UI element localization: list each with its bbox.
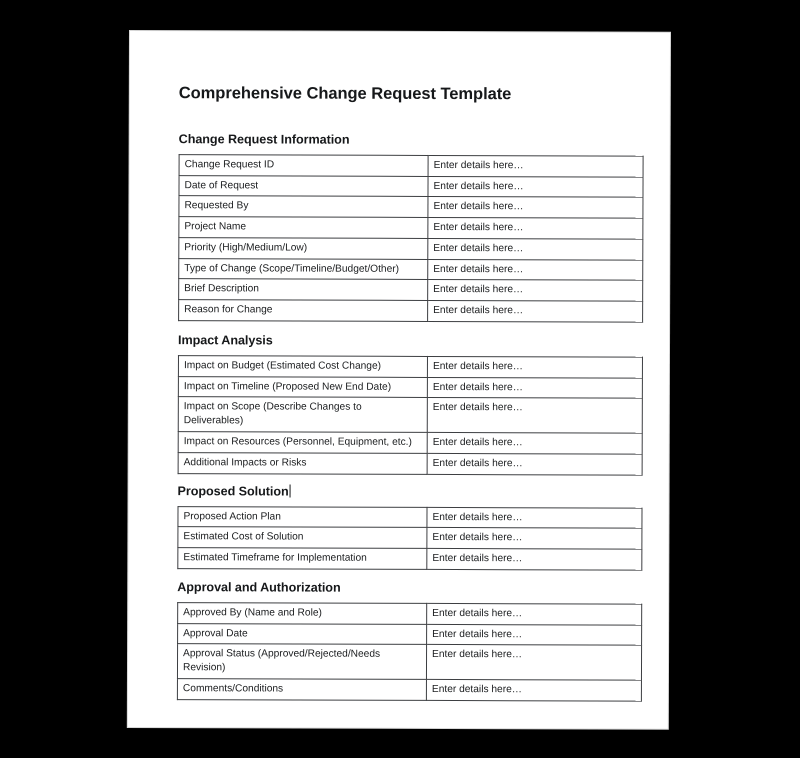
table-row — [178, 432, 642, 454]
row-value[interactable]: Enter details here… — [428, 197, 643, 218]
table-row — [177, 679, 641, 701]
document-body — [177, 31, 625, 701]
table-row — [179, 300, 643, 322]
row-value[interactable]: Enter details here… — [427, 624, 642, 645]
row-value[interactable]: Enter details here… — [427, 398, 642, 433]
row-value[interactable]: Enter details here… — [427, 377, 642, 398]
row-value[interactable]: Enter details here… — [427, 356, 642, 377]
table-row — [177, 644, 641, 680]
table-change-request-information — [178, 154, 644, 323]
row-value[interactable]: Enter details here… — [428, 280, 643, 301]
row-value[interactable]: Enter details here… — [427, 603, 642, 624]
section-approval-and-authorization — [177, 569, 623, 701]
row-label: Project Name — [179, 217, 428, 239]
row-label: Impact on Timeline (Proposed New End Date) — [178, 376, 427, 398]
row-label: Comments/Conditions — [177, 679, 426, 701]
table-row — [179, 154, 643, 176]
row-value[interactable]: Enter details here… — [427, 432, 642, 453]
section-heading-approval-and-authorization: Approval and Authorization — [177, 579, 341, 595]
table-row — [179, 279, 643, 301]
table-row — [179, 217, 643, 239]
table-row — [178, 506, 642, 528]
row-label: Impact on Scope (Describe Changes to Deliverables) — [178, 397, 427, 432]
table-impact-analysis — [178, 355, 643, 475]
row-label: Requested By — [179, 196, 428, 218]
table-row — [179, 258, 643, 280]
table-proposed-solution — [177, 506, 642, 571]
row-label: Approval Date — [178, 623, 427, 645]
row-value[interactable]: Enter details here… — [427, 507, 642, 528]
section-heading-impact-analysis: Impact Analysis — [178, 333, 273, 348]
row-value[interactable]: Enter details here… — [426, 679, 641, 700]
row-value[interactable]: Enter details here… — [427, 528, 642, 549]
table-row — [178, 397, 642, 433]
section-change-request-information — [178, 104, 625, 323]
row-value[interactable]: Enter details here… — [428, 238, 643, 259]
row-label: Proposed Action Plan — [178, 506, 427, 528]
row-label: Estimated Timeframe for Implementation — [178, 548, 427, 570]
row-label: Estimated Cost of Solution — [178, 527, 427, 549]
table-row — [179, 196, 643, 218]
row-value[interactable]: Enter details here… — [427, 453, 642, 474]
table-approval-and-authorization — [177, 602, 642, 701]
table-row — [178, 602, 642, 624]
table-row — [179, 238, 643, 260]
row-value[interactable]: Enter details here… — [428, 218, 643, 239]
row-label: Impact on Budget (Estimated Cost Change) — [178, 356, 427, 378]
table-row — [178, 623, 642, 645]
row-value[interactable]: Enter details here… — [428, 259, 643, 280]
table-row — [178, 527, 642, 549]
row-label: Reason for Change — [179, 300, 428, 322]
row-value[interactable]: Enter details here… — [428, 176, 643, 197]
row-value[interactable]: Enter details here… — [428, 155, 643, 176]
table-row — [178, 548, 642, 570]
section-proposed-solution — [177, 474, 623, 571]
row-value[interactable]: Enter details here… — [426, 645, 641, 680]
row-label: Approval Status (Approved/Rejected/Needs Revision) — [177, 644, 426, 679]
row-value[interactable]: Enter details here… — [427, 548, 642, 569]
section-heading-proposed-solution-text: Proposed Solution — [177, 483, 289, 499]
table-row — [178, 356, 642, 378]
table-row — [179, 175, 643, 197]
table-row — [178, 452, 642, 474]
section-heading-proposed-solution — [178, 484, 291, 500]
row-label: Brief Description — [179, 279, 428, 301]
row-value[interactable]: Enter details here… — [428, 301, 643, 322]
section-impact-analysis — [178, 321, 624, 475]
table-row — [178, 376, 642, 398]
row-label: Approved By (Name and Role) — [178, 602, 427, 624]
row-label: Additional Impacts or Risks — [178, 452, 427, 474]
section-heading-change-request-information: Change Request Information — [178, 131, 350, 147]
row-label: Type of Change (Scope/Timeline/Budget/Other) — [179, 258, 428, 280]
text-cursor-caret — [290, 484, 291, 497]
row-label: Priority (High/Medium/Low) — [179, 238, 428, 260]
row-label: Change Request ID — [179, 154, 428, 176]
page-title: Comprehensive Change Request Template — [178, 84, 512, 104]
row-label: Date of Request — [179, 175, 428, 197]
document-page[interactable] — [128, 31, 670, 729]
row-label: Impact on Resources (Personnel, Equipment, etc.) — [178, 432, 427, 454]
